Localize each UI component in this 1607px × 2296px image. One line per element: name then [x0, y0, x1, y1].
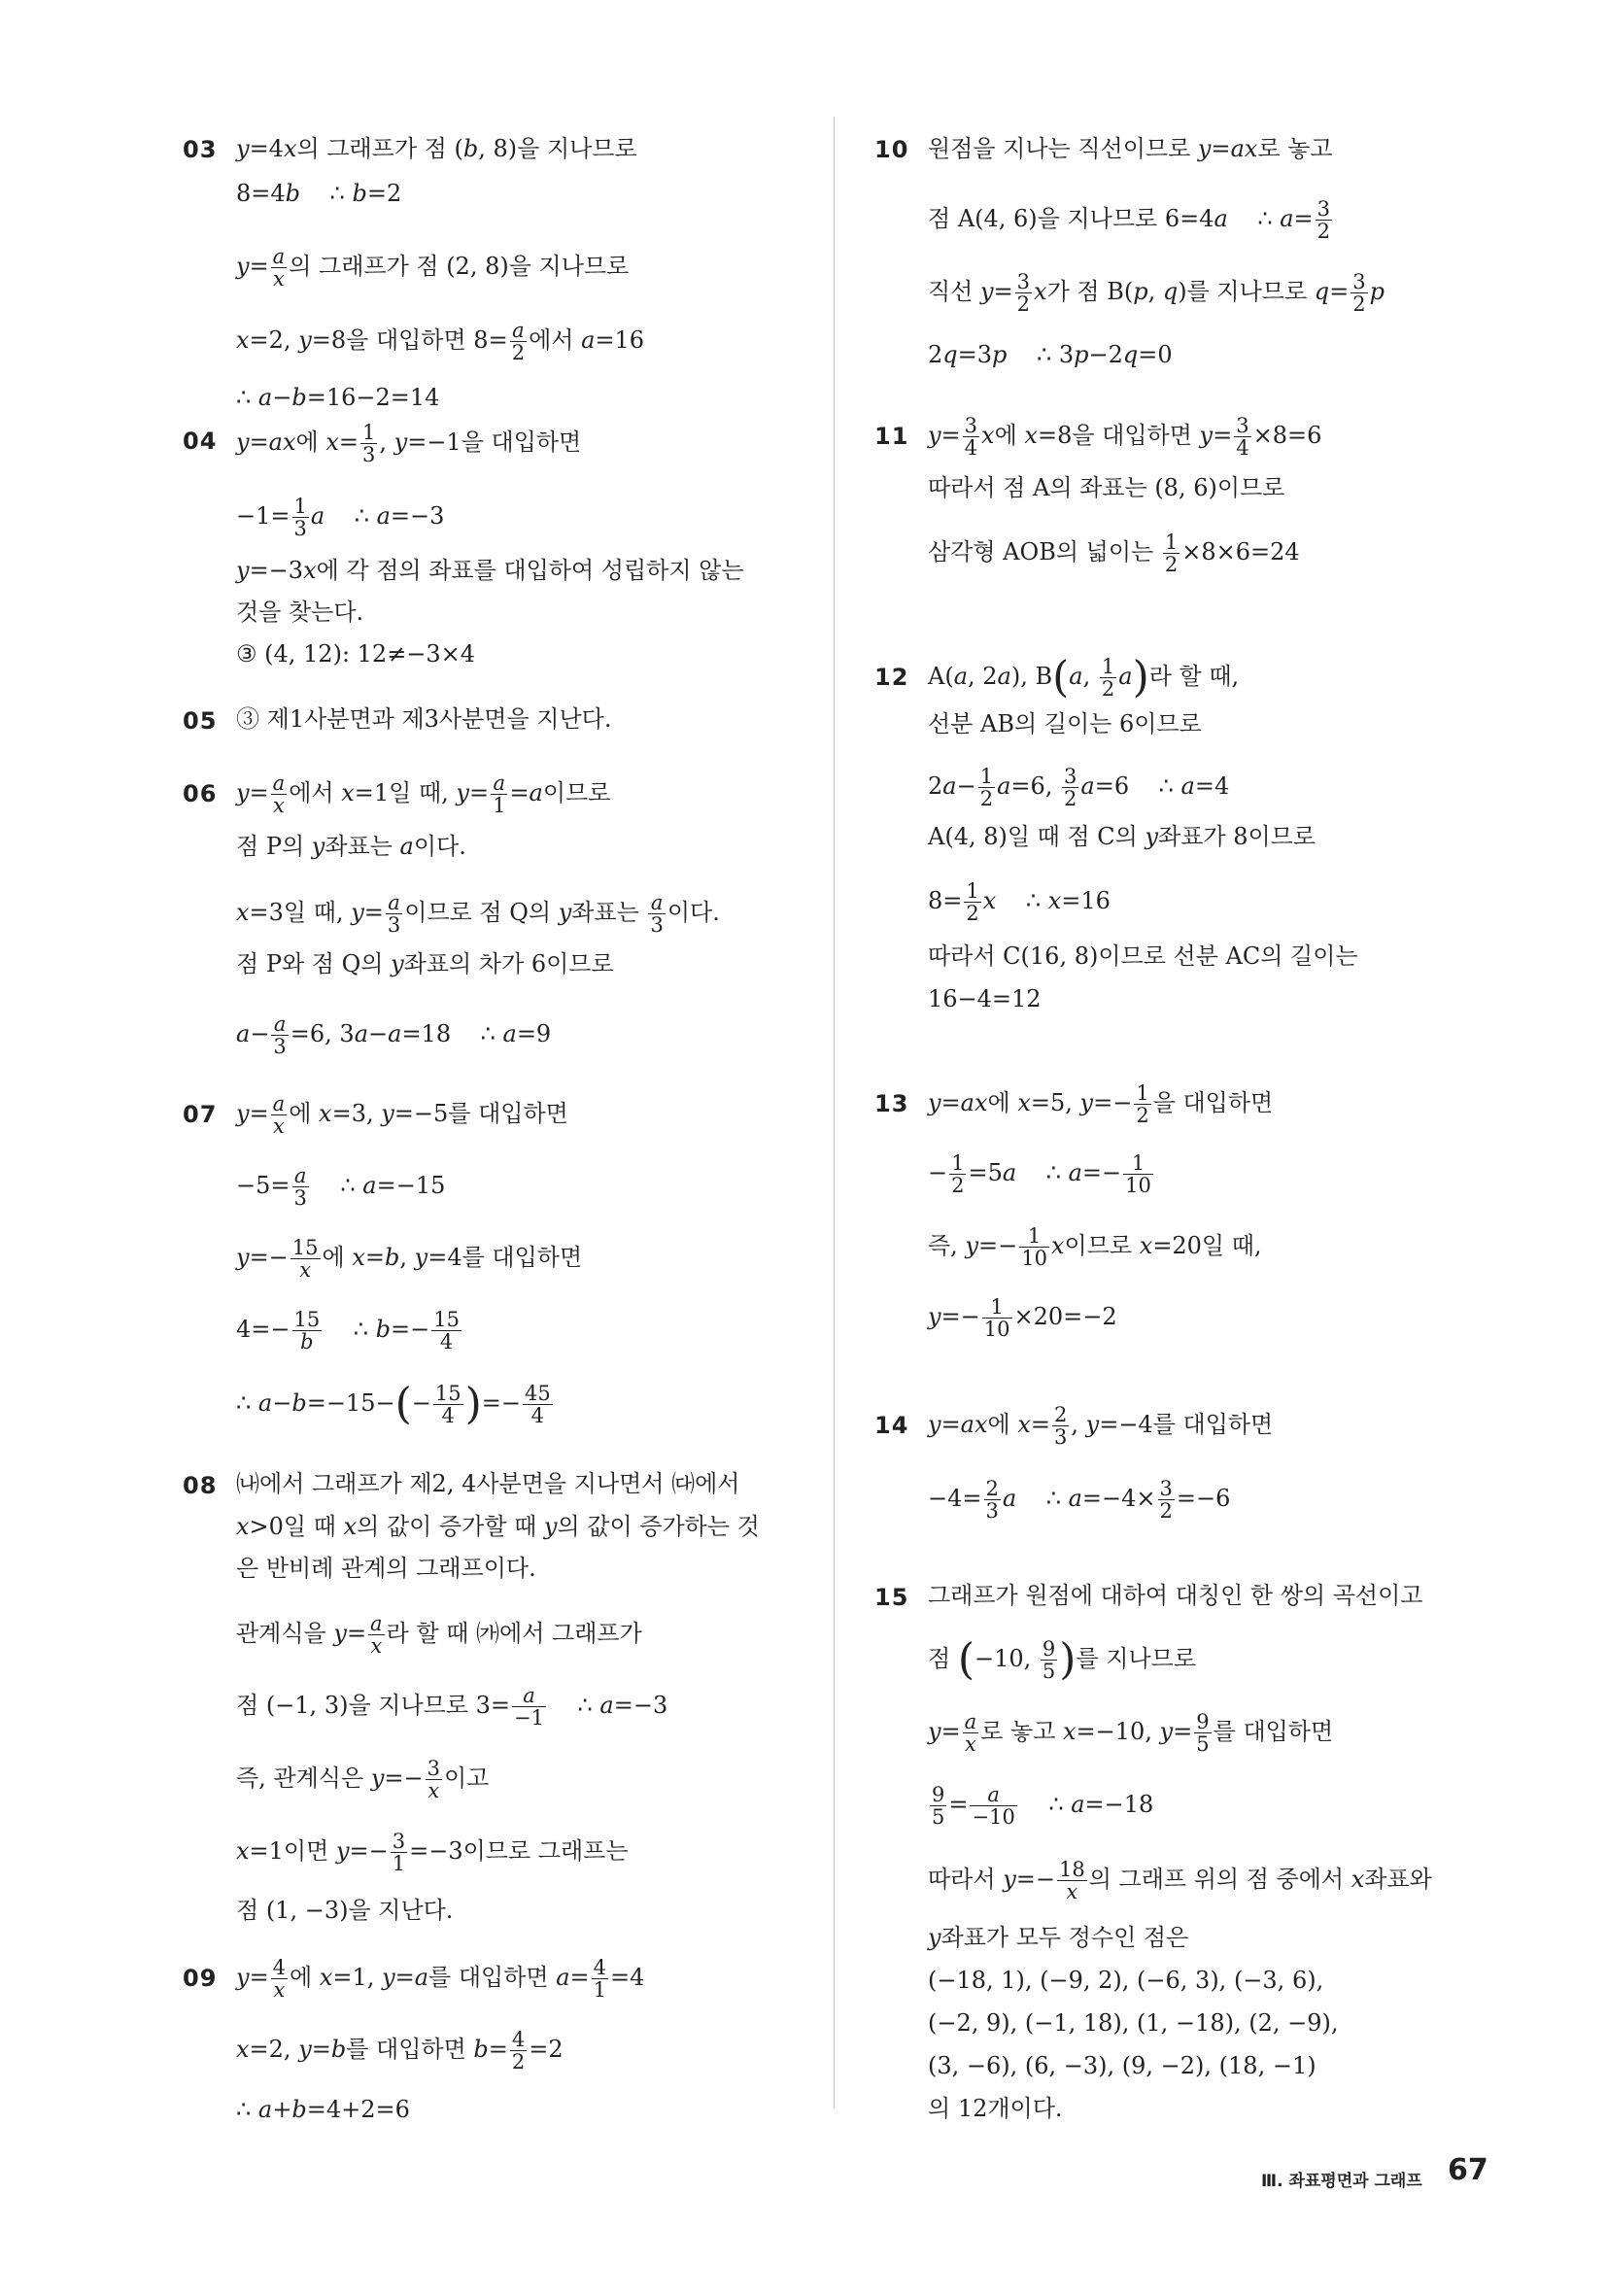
solution-line: x>0일 때 x의 값이 증가할 때 y의 값이 증가하는 것 — [236, 1513, 760, 1540]
fraction: $\frac{2}{3}$ — [985, 1477, 999, 1523]
problem-number: 03 — [183, 136, 218, 163]
fraction: $\frac{15}{4}$ — [434, 1382, 462, 1427]
fraction: $\frac{a}{2}$ — [511, 319, 526, 364]
solution-line: y=−3x에 각 점의 좌표를 대입하여 성립하지 않는 — [236, 557, 744, 584]
solution-line: a− $\frac{a}{3}$ =6, 3a−a=18 ∴ a=9 — [236, 1012, 552, 1058]
fraction: $\frac{1}{2}$ — [979, 765, 994, 810]
solution-line: 16−4=12 — [928, 985, 1042, 1012]
fraction: $\frac{15}{4}$ — [433, 1308, 460, 1354]
solution-line: A(a, 2a), B(a, $\frac{1}{2}$ a)라 할 때, — [928, 652, 1240, 703]
fraction: $\frac{2}{3}$ — [1054, 1403, 1068, 1449]
problem-number: 15 — [874, 1584, 909, 1611]
problem-number: 05 — [183, 707, 218, 735]
solution-line: x=3일 때, y= $\frac{a}{3}$ 이므로 점 Q의 y좌표는 $\frac{a}{3}$ 이다. — [236, 891, 720, 937]
solution-line: −4= $\frac{2}{3}$ a ∴ a=−4× $\frac{3}{2}$ =−6 — [928, 1477, 1231, 1523]
fraction: $\frac{3}{2}$ — [1316, 197, 1331, 243]
solution-line: 2a− $\frac{1}{2}$ a=6, $\frac{3}{2}$ a=6 ∴ a=4 — [928, 765, 1230, 810]
solution-line: y= $\frac{4}{x}$ 에 x=1, y=a를 대입하면 a= $\frac{4}{1}$ =4 — [236, 1956, 645, 2002]
solution-line: 2q=3p ∴ 3p−2q=0 — [928, 341, 1173, 368]
solution-line: x=2, y=b를 대입하면 b= $\frac{4}{2}$ =2 — [236, 2028, 564, 2073]
fraction: $\frac{3}{4}$ — [964, 414, 978, 460]
problem-number: 13 — [874, 1090, 909, 1117]
fraction: $\frac{1}{10}$ — [1021, 1224, 1047, 1270]
fraction: $\frac{a}{x}$ — [272, 1092, 286, 1138]
solution-line: y= $\frac{a}{x}$ 에 x=3, y=−5를 대입하면 — [236, 1092, 568, 1138]
solution-line: 점 A(4, 6)을 지나므로 6=4a ∴ a= $\frac{3}{2}$ — [928, 197, 1331, 243]
solution-line: ③ (4, 12): 12≠−3×4 — [236, 640, 476, 668]
column-divider — [834, 117, 835, 2108]
solution-line: (−2, 9), (−1, 18), (1, −18), (2, −9), — [928, 2009, 1339, 2037]
solution-line: y=− $\frac{1}{10}$ ×20=−2 — [928, 1295, 1117, 1341]
solution-line: y=ax에 x= $\frac{2}{3}$ , y=−4를 대입하면 — [928, 1403, 1274, 1449]
solution-line: y=ax에 x=5, y=− $\frac{1}{2}$ 을 대입하면 — [928, 1081, 1274, 1127]
fraction: $\frac{1}{3}$ — [293, 495, 307, 540]
fraction: $\frac{3}{2}$ — [1064, 765, 1077, 810]
solution-line: 따라서 점 A의 좌표는 (8, 6)이므로 — [928, 474, 1285, 501]
fraction: $\frac{9}{5}$ — [1196, 1710, 1210, 1756]
solution-line: 선분 AB의 길이는 6이므로 — [928, 710, 1202, 737]
fraction: $\frac{1}{2}$ — [1164, 531, 1179, 576]
solution-line: −1= $\frac{1}{3}$ a ∴ a=−3 — [236, 495, 445, 540]
problem-number: 04 — [183, 428, 218, 455]
solution-line: 점 P의 y좌표는 a이다. — [236, 833, 466, 860]
solution-line: 즉, y=− $\frac{1}{10}$ x이므로 x=20일 때, — [928, 1224, 1262, 1270]
fraction: $\frac{3}{2}$ — [1352, 270, 1366, 316]
fraction: $\frac{15}{b}$ — [293, 1308, 321, 1354]
fraction: $\frac{1}{10}$ — [1125, 1151, 1151, 1197]
fraction: $\frac{15}{x}$ — [291, 1236, 319, 1282]
fraction: $\frac{a}{x}$ — [370, 1612, 383, 1658]
solution-line: y=4x의 그래프가 점 (b, 8)을 지나므로 — [236, 135, 637, 162]
solution-line: 관계식을 y= $\frac{a}{x}$ 라 할 때 ㈎에서 그래프가 — [236, 1612, 642, 1658]
solution-line: y좌표가 모두 정수인 점은 — [928, 1924, 1189, 1951]
solution-line: 점 P와 점 Q의 y좌표의 차가 6이므로 — [236, 950, 614, 977]
solution-line: 따라서 y=− $\frac{18}{x}$ 의 그래프 위의 점 중에서 x좌표와 — [928, 1858, 1432, 1903]
solution-line: (3, −6), (6, −3), (9, −2), (18, −1) — [928, 2052, 1316, 2079]
problem-number: 14 — [874, 1412, 909, 1439]
solution-line: ∴ a−b=−15−(− $\frac{15}{4}$ )=− $\frac{45}{4}$ — [236, 1379, 551, 1429]
fraction: $\frac{18}{x}$ — [1058, 1858, 1085, 1903]
solution-line: A(4, 8)일 때 점 C의 y좌표가 8이므로 — [928, 823, 1316, 850]
fraction: $\frac{a}{3}$ — [650, 891, 664, 937]
fraction: $\frac{3}{2}$ — [1016, 270, 1031, 316]
solution-line: 원점을 지나는 직선이므로 y=ax로 놓고 — [928, 135, 1333, 162]
fraction: $\frac{1}{3}$ — [362, 421, 376, 466]
problem-number: 10 — [874, 136, 909, 163]
solution-line: 4=− $\frac{15}{b}$ ∴ b=− $\frac{15}{4}$ — [236, 1308, 460, 1354]
fraction: $\frac{4}{2}$ — [511, 2028, 526, 2073]
fraction: $\frac{a}{x}$ — [272, 771, 286, 817]
fraction: $\frac{1}{2}$ — [1101, 655, 1115, 701]
solution-line: x=1이면 y=− $\frac{3}{1}$ =−3이므로 그래프는 — [236, 1830, 629, 1875]
solution-line: 직선 y= $\frac{3}{2}$ x가 점 B(p, q)를 지나므로 q= $\frac{3}{2}$ p — [928, 270, 1385, 316]
solution-line: 8=4b ∴ b=2 — [236, 180, 402, 207]
solution-line: 그래프가 원점에 대하여 대칭인 한 쌍의 곡선이고 — [928, 1582, 1423, 1609]
fraction: $\frac{3}{x}$ — [427, 1757, 440, 1802]
solution-line: 점 (−1, 3)을 지나므로 3= $\frac{a}{-1}$ ∴ a=−3 — [236, 1684, 668, 1730]
solution-line: ∴ a−b=16−2=14 — [236, 384, 440, 411]
fraction: $\frac{a}{-1}$ — [514, 1684, 544, 1730]
fraction: $\frac{4}{1}$ — [593, 1956, 607, 2002]
solution-line: −5= $\frac{a}{3}$ ∴ a=−15 — [236, 1164, 446, 1210]
solution-line: 삼각형 AOB의 넓이는 $\frac{1}{2}$ ×8×6=24 — [928, 531, 1300, 576]
fraction: $\frac{a}{1}$ — [493, 771, 506, 817]
fraction: $\frac{3}{1}$ — [392, 1830, 406, 1875]
solution-line: ③ 제1사분면과 제3사분면을 지난다. — [236, 705, 612, 733]
problem-number: 09 — [183, 1965, 218, 1992]
fraction: $\frac{3}{4}$ — [1236, 414, 1249, 460]
fraction: $\frac{a}{x}$ — [272, 245, 286, 291]
page-number: 67 — [1448, 2153, 1488, 2187]
problem-number: 08 — [183, 1472, 218, 1499]
solution-line: y= $\frac{a}{x}$ 에서 x=1일 때, y= $\frac{a}{1}$ =a이므로 — [236, 771, 611, 817]
solution-line: y=ax에 x= $\frac{1}{3}$ , y=−1을 대입하면 — [236, 421, 582, 466]
solution-line: y= $\frac{a}{x}$ 의 그래프가 점 (2, 8)을 지나므로 — [236, 245, 630, 291]
section-footer: Ⅲ. 좌표평면과 그래프 — [1261, 2172, 1422, 2191]
solution-line: 은 반비례 관계의 그래프이다. — [236, 1555, 536, 1582]
solution-line: ∴ a+b=4+2=6 — [236, 2096, 410, 2123]
fraction: $\frac{1}{2}$ — [1136, 1081, 1149, 1127]
solution-line: 것을 찾는다. — [236, 599, 364, 626]
solution-line: 즉, 관계식은 y=− $\frac{3}{x}$ 이고 — [236, 1757, 490, 1802]
solution-line: y= $\frac{3}{4}$ x에 x=8을 대입하면 y= $\frac{3}{4}$ ×8=6 — [928, 414, 1322, 460]
fraction: $\frac{1}{2}$ — [966, 879, 979, 925]
solution-line: 따라서 C(16, 8)이므로 선분 AC의 길이는 — [928, 942, 1358, 970]
fraction: $\frac{a}{3}$ — [293, 1164, 307, 1210]
problem-number: 06 — [183, 780, 218, 807]
solution-line: (−18, 1), (−9, 2), (−6, 3), (−3, 6), — [928, 1967, 1324, 1994]
solution-line: 8= $\frac{1}{2}$ x ∴ x=16 — [928, 879, 1111, 925]
fraction: $\frac{9}{5}$ — [932, 1783, 945, 1829]
fraction: $\frac{1}{10}$ — [983, 1295, 1010, 1341]
solution-line: − $\frac{1}{2}$ =5a ∴ a=− $\frac{1}{10}$ — [928, 1151, 1151, 1197]
fraction: $\frac{45}{4}$ — [524, 1382, 551, 1427]
problem-number: 12 — [874, 664, 909, 691]
solution-line: $\frac{9}{5}$ = $\frac{a}{-10}$ ∴ a=−18 — [932, 1783, 1154, 1829]
solution-line: 점 (−10, $\frac{9}{5}$ )를 지나므로 — [928, 1634, 1197, 1685]
solution-line: ㈏에서 그래프가 제2, 4사분면을 지나면서 ㈐에서 — [236, 1470, 740, 1497]
solution-line: y=− $\frac{15}{x}$ 에 x=b, y=4를 대입하면 — [236, 1236, 583, 1282]
solution-line: x=2, y=8을 대입하면 8= $\frac{a}{2}$ 에서 a=16 — [236, 319, 645, 364]
fraction: $\frac{1}{2}$ — [951, 1151, 965, 1197]
solution-line: y= $\frac{a}{x}$ 로 놓고 x=−10, y= $\frac{9}{5}$ 를 대입하면 — [928, 1710, 1334, 1756]
problem-number: 07 — [183, 1101, 218, 1128]
solution-line: 의 12개이다. — [928, 2095, 1063, 2122]
problem-number: 11 — [874, 423, 909, 450]
fraction: $\frac{a}{3}$ — [273, 1012, 287, 1058]
fraction: $\frac{9}{5}$ — [1042, 1637, 1056, 1683]
fraction: $\frac{3}{2}$ — [1159, 1477, 1173, 1523]
fraction: $\frac{a}{3}$ — [387, 891, 401, 937]
solution-line: 점 (1, −3)을 지난다. — [236, 1897, 454, 1924]
fraction: $\frac{a}{x}$ — [964, 1710, 977, 1756]
fraction: $\frac{4}{x}$ — [272, 1956, 287, 2002]
fraction: $\frac{a}{-10}$ — [972, 1783, 1015, 1829]
